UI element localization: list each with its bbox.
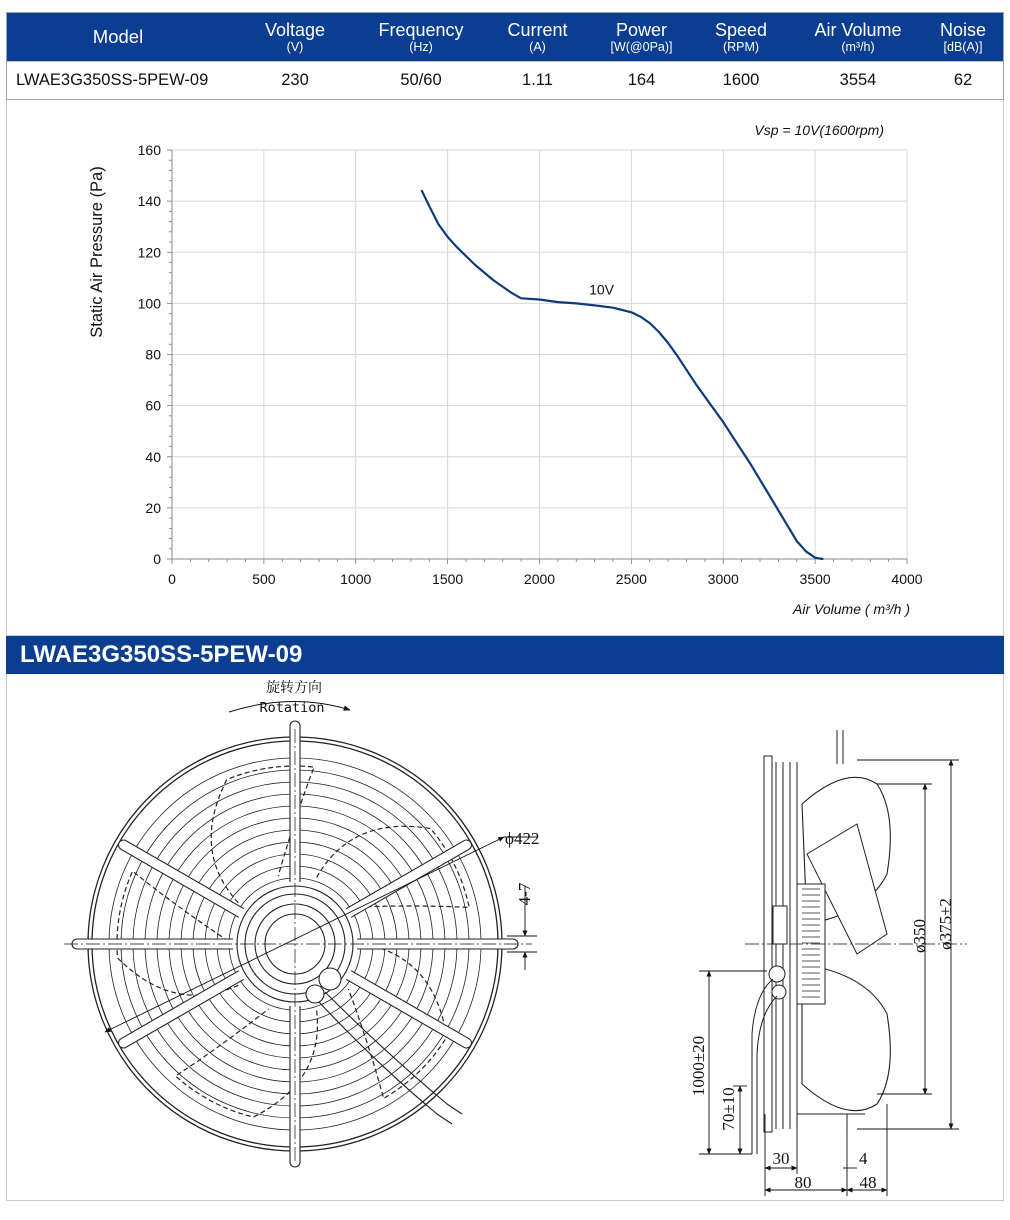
chart-tick-labels <box>138 142 923 587</box>
dim-guard-diameter: ø375±2 <box>936 898 955 950</box>
dim-inner-diameter: ø350 <box>910 919 929 953</box>
performance-chart <box>7 100 1005 636</box>
chart-grid <box>167 150 907 564</box>
dim-strip-length: 70±10 <box>719 1087 738 1131</box>
dim-cable-length: 1000±20 <box>689 1035 708 1097</box>
rotation-label-en: Rotation <box>259 700 325 716</box>
cell-voltage: 230 <box>281 71 309 89</box>
x-tick-label: 2500 <box>615 571 647 587</box>
dim-outer-diameter: ϕ422 <box>505 829 540 848</box>
cable-gland-icon <box>769 966 785 982</box>
header-frequency: Frequency (Hz) <box>378 19 464 54</box>
series-line-10v <box>422 191 823 559</box>
series-label: 10V <box>589 281 615 298</box>
x-tick-label: 0 <box>168 571 176 587</box>
x-tick-label: 500 <box>252 571 276 587</box>
fan-side-view <box>752 730 890 1154</box>
y-tick-label: 100 <box>137 295 161 312</box>
x-tick-label: 4000 <box>891 571 923 587</box>
y-tick-label: 120 <box>137 244 161 261</box>
y-tick-label: 20 <box>145 499 161 516</box>
fan-blade <box>117 871 238 995</box>
drawing-panel <box>6 674 1004 1201</box>
y-tick-label: 160 <box>137 142 161 158</box>
y-tick-label: 0 <box>153 551 161 567</box>
y-tick-label: 40 <box>145 448 161 465</box>
dim-48: 48 <box>859 1173 877 1192</box>
dim-4: 4 <box>859 1149 868 1168</box>
y-axis-label: Static Air Pressure (Pa) <box>88 166 106 338</box>
cell-frequency: 50/60 <box>400 71 442 89</box>
rotation-label-cn: 旋转方向 <box>266 680 322 696</box>
table-row <box>7 61 1003 99</box>
cable <box>325 992 462 1114</box>
header-current: Current (A) <box>507 19 568 54</box>
dim-80: 80 <box>794 1173 812 1192</box>
cable-gland-icon <box>319 968 341 990</box>
x-tick-label: 2000 <box>523 571 556 587</box>
x-axis-label: Air Volume ( m³/h ) <box>793 601 910 617</box>
header-voltage: Voltage (V) <box>264 19 326 54</box>
performance-chart-panel <box>6 100 1004 636</box>
cable-gland-icon <box>772 985 786 999</box>
terminal-box <box>773 906 787 944</box>
dim-mount-holes: 4-7 <box>515 882 534 906</box>
x-tick-label: 1000 <box>340 571 372 587</box>
x-tick-label: 3500 <box>799 571 831 587</box>
y-tick-label: 60 <box>145 397 161 414</box>
header-power: Power [W(@0Pa)] <box>610 19 673 54</box>
y-tick-label: 80 <box>145 346 161 363</box>
header-model: Model <box>92 26 144 47</box>
chart-annotation: Vsp = 10V(1600rpm) <box>754 122 884 138</box>
fan-drawing <box>7 674 1004 1201</box>
header-speed: Speed (RPM) <box>714 19 768 54</box>
cable-gland-icon <box>306 985 324 1003</box>
x-tick-label: 1500 <box>432 571 464 587</box>
spec-table-header <box>7 13 1003 61</box>
cell-model: LWAE3G350SS-5PEW-09 <box>16 71 209 89</box>
drawing-title: LWAE3G350SS-5PEW-09 <box>6 636 1004 674</box>
header-air-volume: Air Volume (m³/h) <box>814 19 902 54</box>
y-tick-label: 140 <box>137 193 161 210</box>
cell-noise: 62 <box>953 71 973 89</box>
cell-speed: 1600 <box>722 71 760 89</box>
dim-30: 30 <box>772 1149 790 1168</box>
cell-air-volume: 3554 <box>839 71 877 89</box>
cell-current: 1.11 <box>522 71 553 89</box>
header-noise: Noise [dB(A)] <box>939 19 987 54</box>
cell-power: 164 <box>627 71 656 89</box>
spec-table <box>6 12 1004 100</box>
x-tick-label: 3000 <box>707 571 739 587</box>
